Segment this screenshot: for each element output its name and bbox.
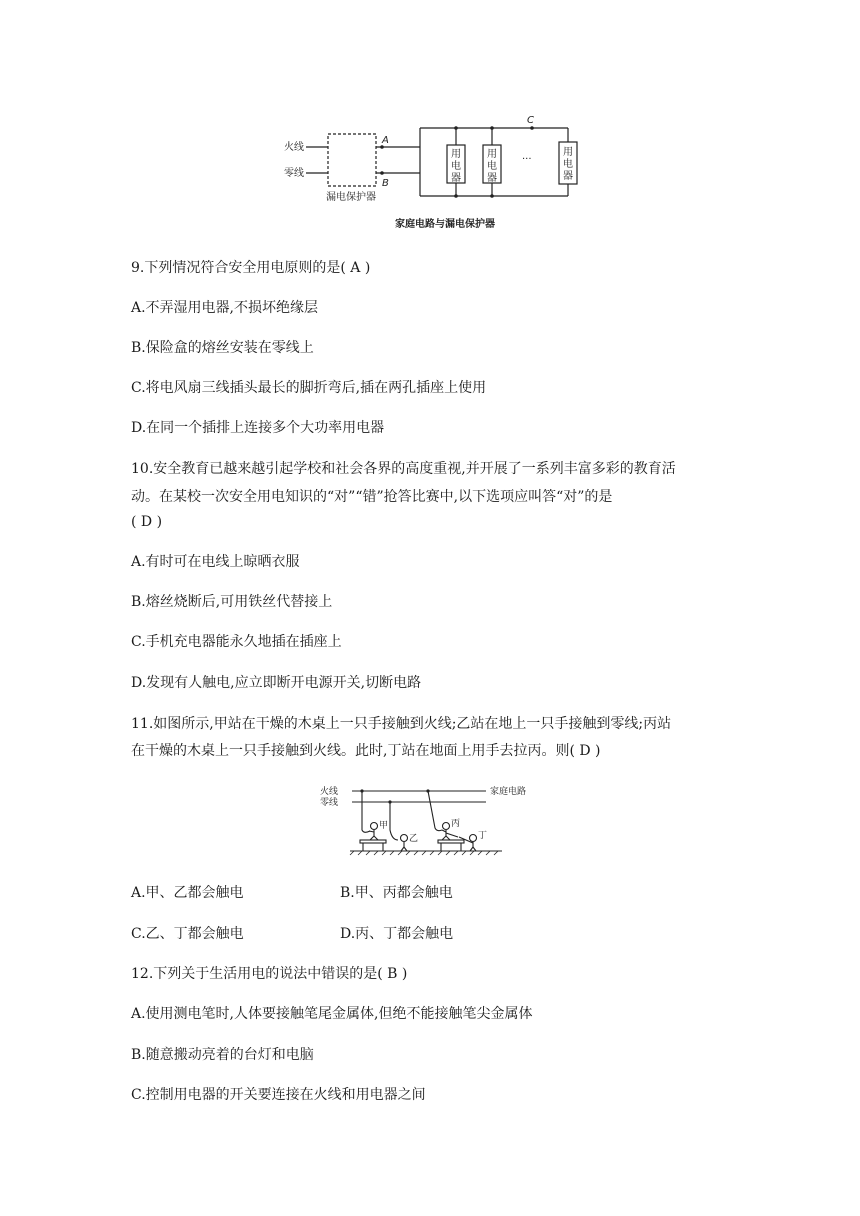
- q12-option-b: B.随意搬动亮着的台灯和电脑: [131, 1047, 314, 1063]
- q11-option-a: A.甲、乙都会触电: [131, 885, 244, 901]
- q10-option-a: A.有时可在电线上晾晒衣服: [131, 554, 300, 570]
- protector-label: 漏电保护器: [326, 192, 376, 203]
- q9-stem: 9.下列情况符合安全用电原则的是( A ): [131, 260, 371, 276]
- point-b-label: B: [382, 178, 389, 189]
- q9-option-d: D.在同一个插排上连接多个大功率用电器: [131, 420, 385, 436]
- point-a-label: A: [382, 135, 389, 146]
- fig2-home-label: 家庭电路: [490, 787, 527, 797]
- fig2-zero-label: 零线: [320, 798, 339, 808]
- q11-stem-line2: 在干燥的木桌上一只手接触到火线。此时,丁站在地面上用手去拉丙。则( D ): [131, 743, 601, 759]
- appliance-2-char-3: 器: [487, 173, 497, 184]
- appliance-1-char-1: 用: [451, 149, 461, 160]
- q11-option-c: C.乙、丁都会触电: [131, 926, 244, 942]
- q10-stem-line1: 10.安全教育已越来越引起学校和社会各界的高度重视,并开展了一系列丰富多彩的教育活: [131, 461, 676, 477]
- fig2-jia-label: 甲: [379, 821, 389, 831]
- q11-option-b: B.甲、丙都会触电: [340, 885, 453, 901]
- circuit-figure: [270, 110, 600, 235]
- q9-option-c: C.将电风扇三线插头最长的脚折弯后,插在两孔插座上使用: [131, 380, 487, 396]
- q12-stem: 12.下列关于生活用电的说法中错误的是( B ): [131, 966, 408, 982]
- appliance-2-char-1: 用: [487, 149, 497, 160]
- appliance-1-char-3: 器: [451, 173, 461, 184]
- q10-option-d: D.发现有人触电,应立即断开电源开关,切断电路: [131, 675, 422, 691]
- q12-option-a: A.使用测电笔时,人体要接触笔尾金属体,但绝不能接触笔尖金属体: [131, 1006, 533, 1022]
- zero-line-label: 零线: [284, 168, 304, 179]
- q9-option-b: B.保险盒的熔丝安装在零线上: [131, 340, 314, 356]
- ellipsis-label: ···: [522, 154, 532, 165]
- fire-line-label: 火线: [284, 142, 304, 153]
- q11-option-d: D.丙、丁都会触电: [340, 926, 454, 942]
- q11-stem-line1: 11.如图所示,甲站在干燥的木桌上一只手接触到火线;乙站在地上一只手接触到零线;丙站: [131, 716, 672, 732]
- fig2-yi-label: 乙: [409, 834, 419, 844]
- appliance-3-char-3: 器: [563, 171, 573, 182]
- q10-stem-line2: 动。在某校一次安全用电知识的“对”“错”抢答比赛中,以下选项应叫答“对”的是: [131, 489, 613, 505]
- q10-option-c: C.手机充电器能永久地插在插座上: [131, 634, 342, 650]
- fig2-fire-label: 火线: [320, 787, 339, 797]
- appliance-2-char-2: 电: [487, 161, 497, 172]
- fig2-ding-label: 丁: [478, 831, 488, 841]
- q10-option-b: B.熔丝烧断后,可用铁丝代替接上: [131, 594, 333, 610]
- figure1-caption: 家庭电路与漏电保护器: [395, 219, 495, 230]
- appliance-3-char-2: 电: [563, 159, 573, 170]
- q12-option-c: C.控制用电器的开关要连接在火线和用电器之间: [131, 1087, 426, 1103]
- electrocution-figure: [318, 780, 548, 860]
- q9-option-a: A.不弄湿用电器,不损坏绝缘层: [131, 300, 319, 316]
- point-c-label: C: [527, 115, 534, 126]
- appliance-3-char-1: 用: [563, 147, 573, 158]
- fig2-bing-label: 丙: [451, 819, 461, 829]
- appliance-1-char-2: 电: [451, 161, 461, 172]
- q10-stem-line3: ( D ): [131, 514, 163, 530]
